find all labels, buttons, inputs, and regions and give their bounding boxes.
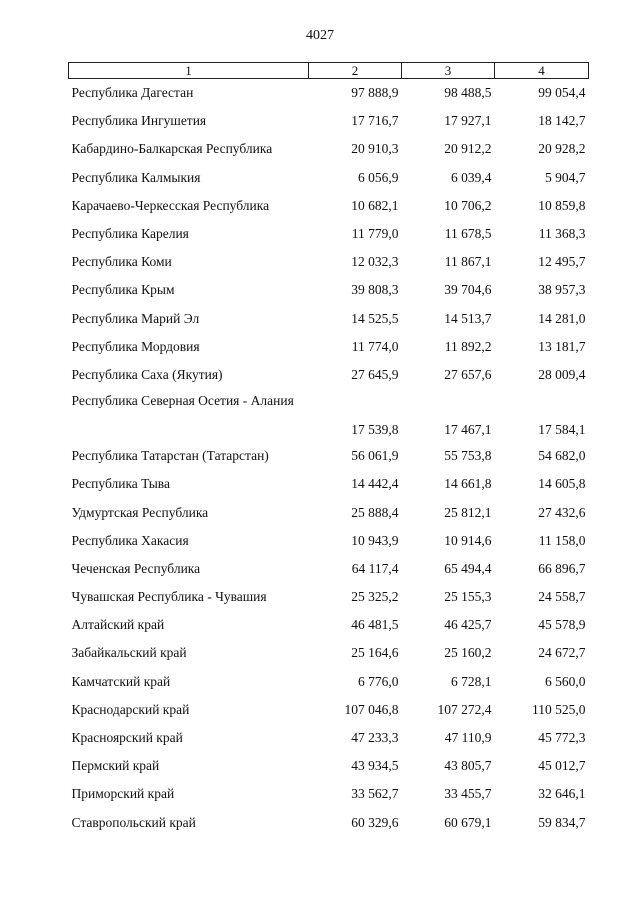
value-col-4-cell: 27 432,6: [538, 504, 586, 520]
value-col-2-cell: 46 481,5: [351, 617, 399, 633]
table-row: [69, 639, 589, 667]
table-row: [69, 164, 589, 192]
value-col-2-cell: 43 934,5: [351, 758, 399, 774]
table-row: [69, 361, 589, 389]
value-col-4-cell: 12 495,7: [538, 254, 586, 270]
value-col-3-cell: 11 867,1: [444, 254, 492, 270]
region-name-cell: Республика Марий Эл: [71, 310, 200, 326]
value-col-4-cell: 10 859,8: [538, 197, 586, 213]
value-col-4-cell: 5 904,7: [545, 169, 586, 185]
region-name-cell: Удмуртская Республика: [71, 504, 209, 520]
value-col-4-cell: 28 009,4: [538, 366, 586, 382]
value-col-2-cell: 17 716,7: [351, 113, 399, 129]
table-row: [69, 79, 589, 108]
value-col-2-cell: 11 779,0: [351, 226, 399, 242]
region-name-cell: Республика Карелия: [71, 226, 189, 242]
value-col-4-cell: 32 646,1: [538, 786, 586, 802]
region-name-cell: Кабардино-Балкарская Республика: [71, 141, 273, 157]
value-col-4-cell: 11 368,3: [538, 226, 586, 242]
value-col-3-cell: 6 728,1: [451, 673, 492, 689]
table-row: [69, 527, 589, 555]
region-name-cell: Ставропольский край: [71, 814, 196, 830]
table-body: [69, 79, 589, 837]
value-col-3-cell: 14 661,8: [444, 476, 492, 492]
region-name-cell: Республика Коми: [71, 254, 172, 270]
value-col-4-cell: 17 584,1: [538, 422, 586, 438]
table-row: [69, 780, 589, 808]
value-col-2-cell: 10 943,9: [351, 532, 399, 548]
table-row: [69, 611, 589, 639]
region-name-cell: Чеченская Республика: [71, 560, 201, 576]
region-name-cell: Алтайский край: [71, 617, 165, 633]
region-name-cell: Республика Дагестан: [71, 85, 194, 101]
region-name-cell: Республика Ингушетия: [71, 113, 207, 129]
value-col-3-cell: 25 160,2: [444, 645, 492, 661]
value-col-4-cell: 6 560,0: [545, 673, 586, 689]
value-col-2-cell: 17 539,8: [351, 422, 399, 438]
value-col-2-cell: 6 056,9: [358, 169, 399, 185]
column-header-1: 1: [69, 63, 309, 79]
table-row: [69, 555, 589, 583]
region-name-cell: Чувашская Республика - Чувашия: [71, 589, 267, 605]
value-col-3-cell: 60 679,1: [444, 814, 492, 830]
value-col-3-cell: 33 455,7: [444, 786, 492, 802]
value-col-2-cell: 47 233,3: [351, 730, 399, 746]
region-name-cell: Республика Северная Осетия - Алания: [71, 393, 294, 409]
table-row: [69, 442, 589, 470]
region-name-cell: Республика Тыва: [71, 476, 170, 492]
table-row: [69, 192, 589, 220]
value-col-4-cell: 20 928,2: [538, 141, 586, 157]
column-header-3: 3: [402, 63, 495, 79]
value-col-3-cell: 14 513,7: [444, 310, 492, 326]
table-header: [69, 63, 589, 79]
value-col-3-cell: 25 155,3: [444, 589, 492, 605]
table-row: [69, 752, 589, 780]
region-name-cell: Забайкальский край: [71, 645, 187, 661]
data-table: [68, 62, 589, 837]
table-header-row: [69, 63, 589, 79]
table-row: [69, 583, 589, 611]
value-col-2-cell: 97 888,9: [351, 85, 399, 101]
region-name-cell: Приморский край: [71, 786, 175, 802]
value-col-2-cell: 14 442,4: [351, 476, 399, 492]
value-col-4-cell: 45 772,3: [538, 730, 586, 746]
value-col-3-cell: 17 467,1: [444, 422, 492, 438]
value-col-2-cell: 6 776,0: [358, 673, 399, 689]
value-col-4-cell: 24 558,7: [538, 589, 586, 605]
value-col-3-cell: 25 812,1: [444, 504, 492, 520]
value-col-3-cell: 11 678,5: [444, 226, 492, 242]
value-col-3-cell: 107 272,4: [437, 701, 492, 717]
value-col-2-cell: 60 329,6: [351, 814, 399, 830]
region-name-cell: Карачаево-Черкесская Республика: [71, 197, 270, 213]
value-col-3-cell: 98 488,5: [444, 85, 492, 101]
value-col-2-cell: 27 645,9: [351, 366, 399, 382]
value-col-3-cell: 43 805,7: [444, 758, 492, 774]
page-number: 4027: [306, 28, 334, 43]
value-col-2-cell: 25 888,4: [351, 504, 399, 520]
region-name-cell: Республика Мордовия: [71, 338, 200, 354]
value-col-3-cell: 17 927,1: [444, 113, 492, 129]
value-col-4-cell: 45 578,9: [538, 617, 586, 633]
table-row: [69, 724, 589, 752]
value-col-3-cell: 11 892,2: [444, 338, 492, 354]
table-row: [69, 809, 589, 837]
value-col-3-cell: 20 912,2: [444, 141, 492, 157]
table-row: [69, 470, 589, 498]
value-col-2-cell: 12 032,3: [351, 254, 399, 270]
value-col-4-cell: 59 834,7: [538, 814, 586, 830]
region-name-cell: Республика Хакасия: [71, 532, 189, 548]
value-col-3-cell: 39 704,6: [444, 282, 492, 298]
column-header-4: 4: [495, 63, 589, 79]
value-col-3-cell: 6 039,4: [451, 169, 492, 185]
value-col-3-cell: 65 494,4: [444, 560, 492, 576]
value-col-4-cell: 99 054,4: [538, 85, 586, 101]
value-col-2-cell: 39 808,3: [351, 282, 399, 298]
table-row: [69, 389, 589, 442]
value-col-4-cell: 38 957,3: [538, 282, 586, 298]
table-row: [69, 220, 589, 248]
value-col-2-cell: 33 562,7: [351, 786, 399, 802]
region-name-cell: Красноярский край: [71, 730, 183, 746]
table-row: [69, 305, 589, 333]
value-col-3-cell: 46 425,7: [444, 617, 492, 633]
value-col-4-cell: 13 181,7: [538, 338, 586, 354]
value-col-4-cell: 14 281,0: [538, 310, 586, 326]
value-col-4-cell: 54 682,0: [538, 448, 586, 464]
table-row: [69, 248, 589, 276]
value-col-2-cell: 11 774,0: [351, 338, 399, 354]
value-col-2-cell: 25 325,2: [351, 589, 399, 605]
column-header-2: 2: [309, 63, 402, 79]
value-col-3-cell: 10 706,2: [444, 197, 492, 213]
region-name-cell: Камчатский край: [71, 673, 171, 689]
value-col-2-cell: 56 061,9: [351, 448, 399, 464]
value-col-2-cell: 20 910,3: [351, 141, 399, 157]
region-name-cell: Республика Татарстан (Татарстан): [71, 448, 269, 464]
table-row: [69, 696, 589, 724]
value-col-4-cell: 14 605,8: [538, 476, 586, 492]
value-col-3-cell: 55 753,8: [444, 448, 492, 464]
value-col-2-cell: 25 164,6: [351, 645, 399, 661]
table-row: [69, 668, 589, 696]
value-col-3-cell: 47 110,9: [444, 730, 492, 746]
region-name-cell: Краснодарский край: [71, 701, 190, 717]
table-row: [69, 135, 589, 163]
value-col-4-cell: 24 672,7: [538, 645, 586, 661]
value-col-2-cell: 107 046,8: [344, 701, 399, 717]
value-col-2-cell: 14 525,5: [351, 310, 399, 326]
value-col-4-cell: 45 012,7: [538, 758, 586, 774]
value-col-4-cell: 66 896,7: [538, 560, 586, 576]
value-col-4-cell: 18 142,7: [538, 113, 586, 129]
region-name-cell: Республика Крым: [71, 282, 175, 298]
table-row: [69, 333, 589, 361]
region-name-cell: Пермский край: [71, 758, 160, 774]
table-row: [69, 276, 589, 304]
value-col-3-cell: 27 657,6: [444, 366, 492, 382]
table-row: [69, 107, 589, 135]
table-row: [69, 498, 589, 526]
value-col-2-cell: 10 682,1: [351, 197, 399, 213]
value-col-4-cell: 110 525,0: [532, 701, 586, 717]
value-col-3-cell: 10 914,6: [444, 532, 492, 548]
region-name-cell: Республика Саха (Якутия): [71, 366, 223, 382]
value-col-2-cell: 64 117,4: [351, 560, 399, 576]
value-col-4-cell: 11 158,0: [538, 532, 586, 548]
region-name-cell: Республика Калмыкия: [71, 169, 201, 185]
